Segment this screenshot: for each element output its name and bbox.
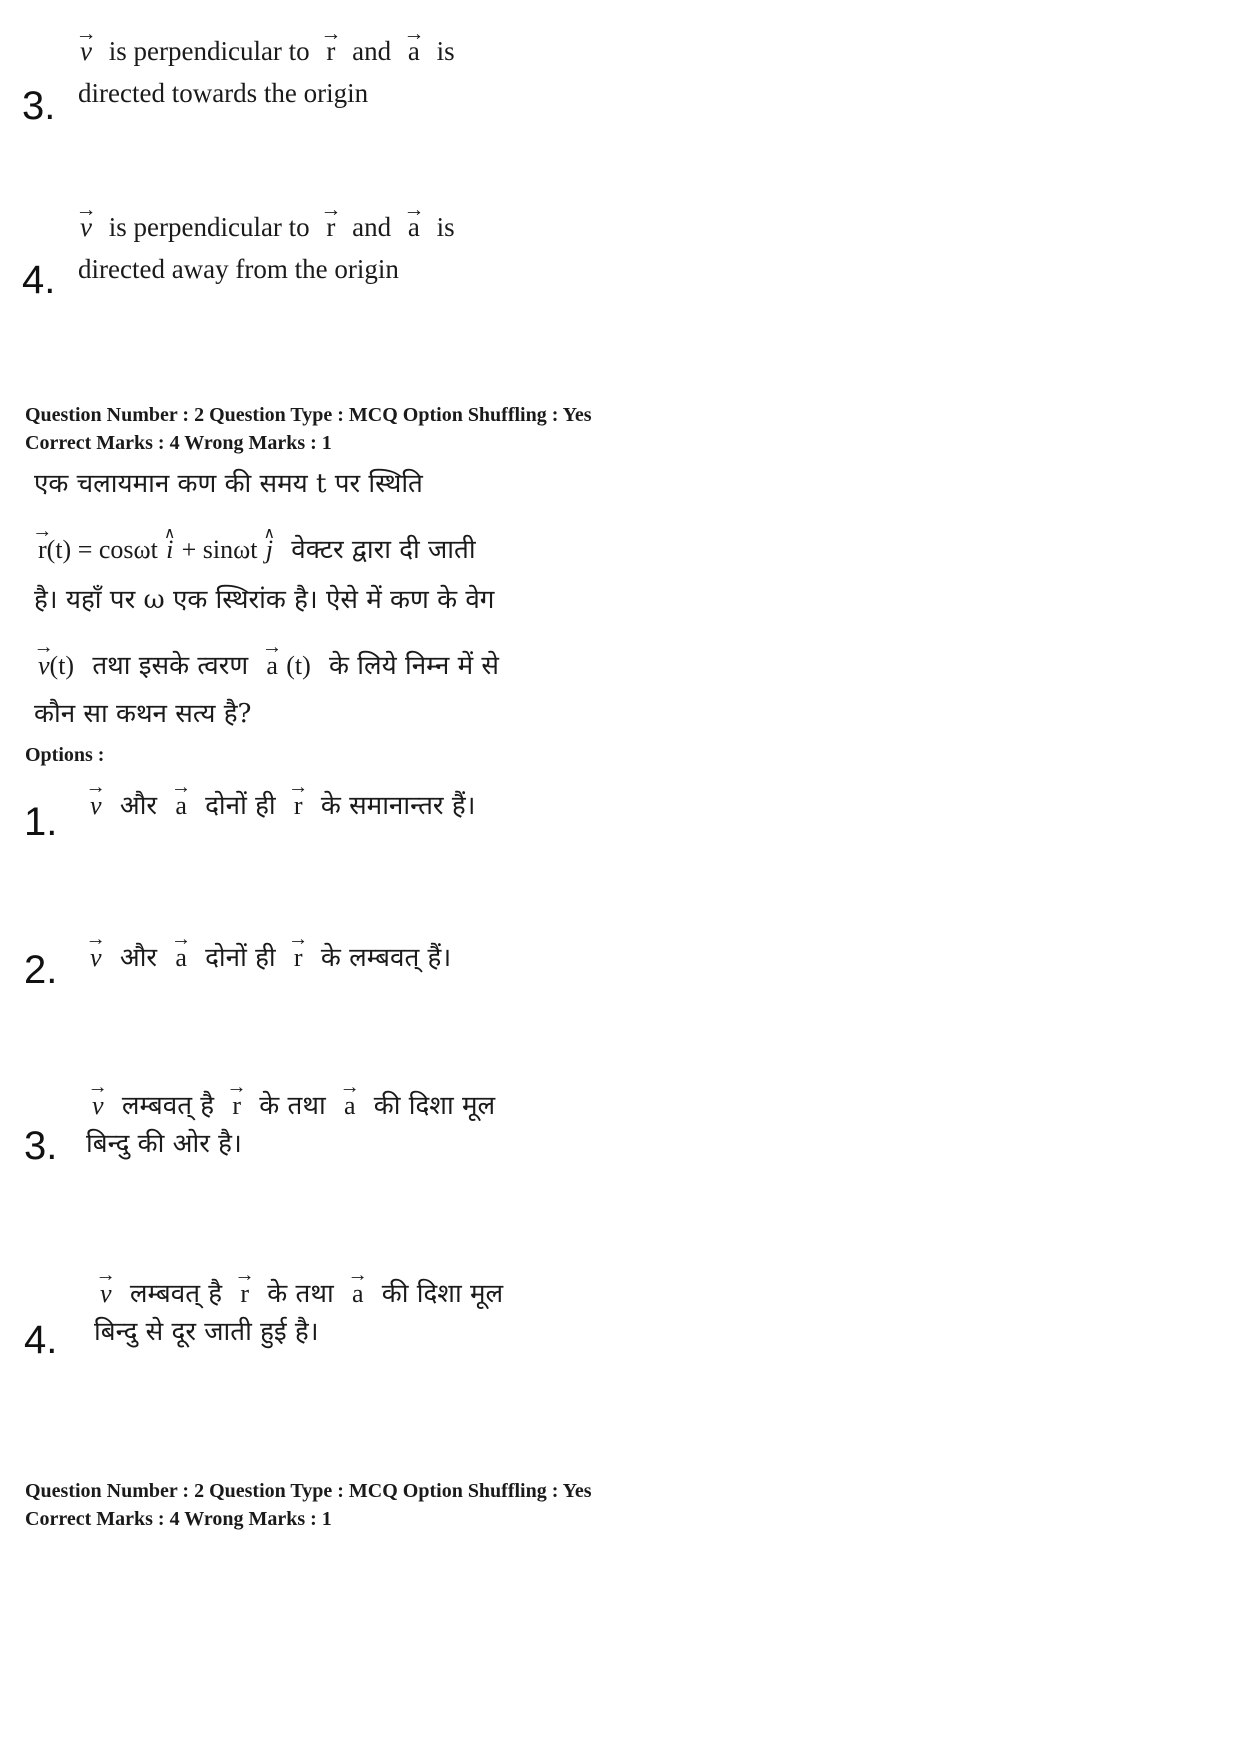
unit-vector-j: ∧ j [266,535,273,565]
unit-vector-i: ∧ i [166,535,173,565]
vector-r: → r [294,943,303,973]
vector-v: → v [80,36,92,67]
question-meta-line2: Correct Marks : 4 Wrong Marks : 1 [25,432,332,454]
options-label: Options : [25,744,105,766]
option-number: 2. [24,948,58,992]
vector-a: → a [266,651,278,681]
vector-a: → a [175,943,187,973]
question-line3: है। यहाँ पर ω एक स्थिरांक है। ऐसे में कण के वेग [34,585,495,615]
question-meta-line2: Correct Marks : 4 Wrong Marks : 1 [25,1508,332,1530]
option-number: 4. [24,1318,58,1362]
vector-r: → r [38,535,47,565]
vector-r: → r [294,791,303,821]
vector-r: → r [326,36,335,67]
option-4-line1: → v लम्बवत् है → r के तथा → a की दिशा मूल [100,1274,503,1310]
vector-v: → v [38,651,50,681]
option-number: 4. [22,258,56,302]
vector-a: → a [344,1091,356,1121]
option-1-text: → v और → a दोनों ही → r के समानान्तर हैं। [90,786,476,822]
option-3-line1: → v is perpendicular to → r and → a is [80,36,455,67]
vector-v: → v [80,212,92,243]
vector-a: → a [408,212,420,243]
option-4-line2: directed away from the origin [78,254,399,284]
vector-r: → r [326,212,335,243]
question-line1: एक चलायमान कण की समय t पर स्थिति [34,469,423,499]
option-number: 3. [24,1124,58,1168]
option-2-text: → v और → a दोनों ही → r के लम्बवत् हैं। [90,938,451,974]
question-meta-line1: Question Number : 2 Question Type : MCQ Option Shuffling : Yes [25,404,592,426]
option-4-line1: → v is perpendicular to → r and → a is [80,212,455,243]
option-4-line2: बिन्दु से दूर जाती हुई है। [94,1317,319,1347]
question-line2: → r(t) = cosωt ∧ i + sinωt ∧ j वेक्टर द्वारा दी जाती [38,530,476,566]
vector-v: → v [90,791,102,821]
option-number: 1. [24,800,58,844]
question-line4: → v(t) तथा इसके त्वरण → a (t) के लिये निम्न में से [38,646,499,682]
option-3-line2: directed towards the origin [78,78,369,108]
option-3-line1: → v लम्बवत् है → r के तथा → a की दिशा मूल [92,1086,495,1122]
vector-a: → a [175,791,187,821]
option-3-line2: बिन्दु की ओर है। [86,1129,242,1159]
vector-v: → v [90,943,102,973]
vector-a: → a [408,36,420,67]
vector-v: → v [100,1279,112,1309]
vector-r: → r [232,1091,241,1121]
vector-v: → v [92,1091,104,1121]
option-number: 3. [22,84,56,128]
question-line5: कौन सा कथन सत्य है? [34,699,252,729]
question-meta-line1: Question Number : 2 Question Type : MCQ Option Shuffling : Yes [25,1480,592,1502]
vector-r: → r [240,1279,249,1309]
vector-a: → a [352,1279,364,1309]
